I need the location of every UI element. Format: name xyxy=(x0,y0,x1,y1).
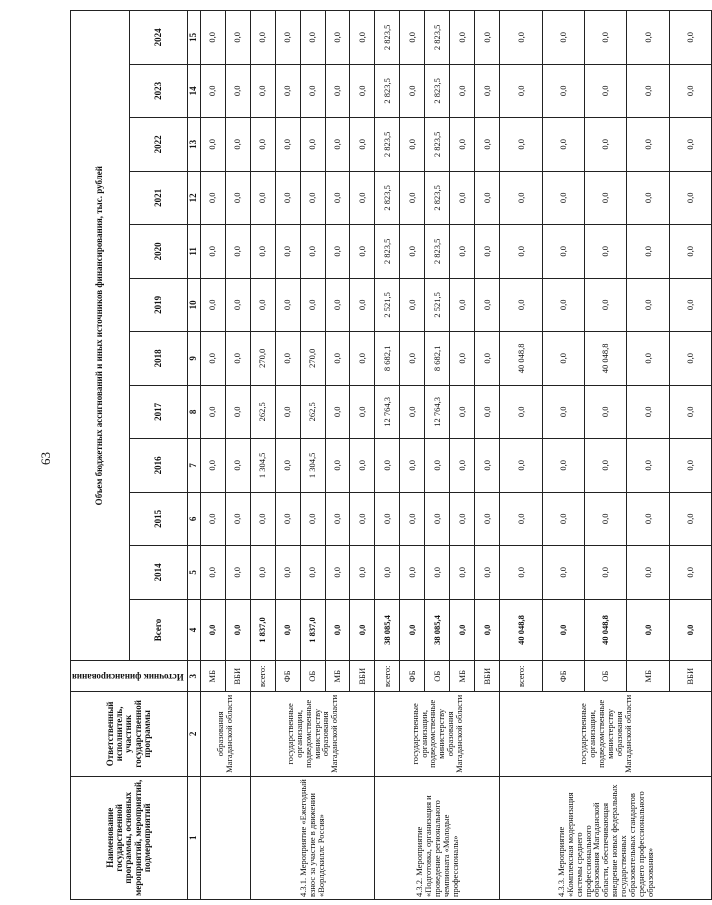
header-year: 2020 xyxy=(129,225,188,279)
year-value-cell: 0,0 xyxy=(300,492,325,546)
activity-name-cell: 4.3.3. Мероприятие «Комплексная модернизация системы среднего профессионального образования Магаданской области, обеспечивающая внедрение новых федеральных государственных образовательных стандартов среднего профессионального образования» xyxy=(500,776,712,899)
year-value-cell: 0,0 xyxy=(225,64,250,118)
column-numbers-row xyxy=(188,11,200,900)
year-value-cell: 40 048,8 xyxy=(500,332,542,386)
activity-name-cell: 4.3.1. Мероприятие «Ежегодный взнос за участие в движении «Ворлдскиллс Россия» xyxy=(250,776,375,899)
year-value-cell: 0,0 xyxy=(400,11,425,65)
year-value-cell: 0,0 xyxy=(669,546,712,600)
header-year: 2021 xyxy=(129,171,188,225)
year-value-cell: 0,0 xyxy=(200,118,225,172)
year-value-cell: 0,0 xyxy=(275,11,300,65)
column-number: 14 xyxy=(188,64,200,118)
year-value-cell: 0,0 xyxy=(350,332,375,386)
year-value-cell: 0,0 xyxy=(542,385,584,439)
year-value-cell: 0,0 xyxy=(300,64,325,118)
year-value-cell: 0,0 xyxy=(500,225,542,279)
source-cell: МБ xyxy=(450,661,475,692)
year-value-cell: 2 823,5 xyxy=(375,171,400,225)
year-value-cell: 0,0 xyxy=(300,278,325,332)
table-body xyxy=(200,11,712,900)
source-cell: ОБ xyxy=(425,661,450,692)
year-value-cell: 0,0 xyxy=(275,385,300,439)
year-value-cell: 0,0 xyxy=(275,439,300,493)
total-value-cell: 0,0 xyxy=(400,599,425,661)
year-value-cell: 0,0 xyxy=(450,118,475,172)
source-cell: МБ xyxy=(325,661,350,692)
year-value-cell: 0,0 xyxy=(350,171,375,225)
year-value-cell: 0,0 xyxy=(200,546,225,600)
year-value-cell: 0,0 xyxy=(400,492,425,546)
year-value-cell: 0,0 xyxy=(200,64,225,118)
activity-name-cell: 4.3.2. Мероприятие «Подготовка, организация и проведение регионального чемпионата «Молодые профессионалы» xyxy=(375,776,500,899)
header-year: 2015 xyxy=(129,492,188,546)
total-value-cell: 1 837,0 xyxy=(250,599,275,661)
activity-name-cell xyxy=(200,776,250,899)
year-value-cell: 262,5 xyxy=(300,385,325,439)
year-value-cell: 0,0 xyxy=(450,171,475,225)
column-number: 5 xyxy=(188,546,200,600)
column-number: 8 xyxy=(188,385,200,439)
year-value-cell: 0,0 xyxy=(450,439,475,493)
header-total: Всего xyxy=(129,599,188,661)
year-value-cell: 0,0 xyxy=(200,492,225,546)
year-value-cell: 0,0 xyxy=(325,492,350,546)
table-row xyxy=(500,11,542,900)
header-year: 2024 xyxy=(129,11,188,65)
year-value-cell: 0,0 xyxy=(325,332,350,386)
year-value-cell: 0,0 xyxy=(400,439,425,493)
year-value-cell: 0,0 xyxy=(225,118,250,172)
year-value-cell: 1 304,5 xyxy=(300,439,325,493)
year-value-cell: 0,0 xyxy=(669,492,712,546)
year-value-cell: 2 823,5 xyxy=(425,118,450,172)
year-value-cell: 0,0 xyxy=(225,385,250,439)
column-number: 3 xyxy=(188,661,200,692)
year-value-cell: 0,0 xyxy=(325,439,350,493)
total-value-cell: 0,0 xyxy=(669,599,712,661)
year-value-cell: 0,0 xyxy=(669,11,712,65)
year-value-cell: 0,0 xyxy=(627,385,669,439)
year-value-cell: 0,0 xyxy=(475,171,500,225)
year-value-cell: 8 682,1 xyxy=(375,332,400,386)
year-value-cell: 0,0 xyxy=(450,385,475,439)
year-value-cell: 0,0 xyxy=(250,11,275,65)
total-value-cell: 0,0 xyxy=(450,599,475,661)
column-number: 11 xyxy=(188,225,200,279)
year-value-cell: 0,0 xyxy=(275,171,300,225)
year-value-cell: 0,0 xyxy=(542,546,584,600)
year-value-cell: 0,0 xyxy=(627,225,669,279)
source-cell: всего: xyxy=(500,661,542,692)
year-value-cell: 0,0 xyxy=(325,171,350,225)
source-cell: ОБ xyxy=(300,661,325,692)
year-value-cell: 0,0 xyxy=(400,225,425,279)
year-value-cell: 0,0 xyxy=(375,492,400,546)
total-value-cell: 0,0 xyxy=(542,599,584,661)
year-value-cell: 0,0 xyxy=(425,546,450,600)
year-value-cell: 0,0 xyxy=(542,171,584,225)
year-value-cell: 0,0 xyxy=(250,225,275,279)
total-value-cell: 40 048,8 xyxy=(585,599,627,661)
table-row xyxy=(200,11,225,900)
year-value-cell: 0,0 xyxy=(325,11,350,65)
year-value-cell: 12 764,3 xyxy=(425,385,450,439)
year-value-cell: 0,0 xyxy=(225,225,250,279)
year-value-cell: 0,0 xyxy=(585,171,627,225)
year-value-cell: 0,0 xyxy=(275,546,300,600)
year-value-cell: 0,0 xyxy=(225,11,250,65)
year-value-cell: 0,0 xyxy=(542,439,584,493)
year-value-cell: 0,0 xyxy=(350,64,375,118)
year-value-cell: 0,0 xyxy=(300,118,325,172)
year-value-cell: 0,0 xyxy=(400,546,425,600)
year-value-cell: 0,0 xyxy=(200,439,225,493)
total-value-cell: 0,0 xyxy=(275,599,300,661)
year-value-cell: 0,0 xyxy=(425,492,450,546)
year-value-cell: 262,5 xyxy=(250,385,275,439)
year-value-cell: 0,0 xyxy=(542,332,584,386)
year-value-cell: 0,0 xyxy=(325,64,350,118)
year-value-cell: 0,0 xyxy=(627,118,669,172)
year-value-cell: 0,0 xyxy=(542,11,584,65)
year-value-cell: 0,0 xyxy=(450,11,475,65)
header-year: 2023 xyxy=(129,64,188,118)
year-value-cell: 2 521,5 xyxy=(425,278,450,332)
year-value-cell: 0,0 xyxy=(475,278,500,332)
year-value-cell: 2 823,5 xyxy=(425,171,450,225)
year-value-cell: 0,0 xyxy=(275,492,300,546)
table-row xyxy=(250,11,275,900)
year-value-cell: 0,0 xyxy=(400,332,425,386)
total-value-cell: 38 085,4 xyxy=(425,599,450,661)
year-value-cell: 0,0 xyxy=(350,225,375,279)
responsible-cell: государственные организации, подведомственные министерству образования Магаданской области xyxy=(375,692,500,776)
year-value-cell: 0,0 xyxy=(250,546,275,600)
year-value-cell: 0,0 xyxy=(475,546,500,600)
source-cell: ФБ xyxy=(400,661,425,692)
year-value-cell: 0,0 xyxy=(350,118,375,172)
year-value-cell: 0,0 xyxy=(585,278,627,332)
year-value-cell: 0,0 xyxy=(669,332,712,386)
total-value-cell: 40 048,8 xyxy=(500,599,542,661)
year-value-cell: 0,0 xyxy=(400,385,425,439)
year-value-cell: 0,0 xyxy=(585,11,627,65)
year-value-cell: 0,0 xyxy=(475,439,500,493)
column-number: 15 xyxy=(188,11,200,65)
year-value-cell: 1 304,5 xyxy=(250,439,275,493)
year-value-cell: 0,0 xyxy=(300,171,325,225)
page-number: 63 xyxy=(38,452,53,465)
year-value-cell: 0,0 xyxy=(475,225,500,279)
budget-table-sheet xyxy=(70,10,696,900)
source-cell: ФБ xyxy=(275,661,300,692)
year-value-cell: 0,0 xyxy=(627,492,669,546)
year-value-cell: 0,0 xyxy=(275,278,300,332)
year-value-cell: 0,0 xyxy=(450,546,475,600)
year-value-cell: 0,0 xyxy=(325,225,350,279)
year-value-cell: 0,0 xyxy=(500,64,542,118)
year-value-cell: 0,0 xyxy=(275,225,300,279)
year-value-cell: 0,0 xyxy=(475,385,500,439)
responsible-cell: государственные организации, подведомственные министерству образования Магаданской области xyxy=(250,692,375,776)
header-volume: Объем бюджетных ассигнований и иных источников финансирования, тыс. рублей xyxy=(71,11,130,661)
year-value-cell: 0,0 xyxy=(450,492,475,546)
year-value-cell: 0,0 xyxy=(500,278,542,332)
year-value-cell: 0,0 xyxy=(669,64,712,118)
year-value-cell: 2 823,5 xyxy=(425,64,450,118)
year-value-cell: 0,0 xyxy=(325,385,350,439)
year-value-cell: 0,0 xyxy=(200,385,225,439)
year-value-cell: 0,0 xyxy=(350,11,375,65)
source-cell: ВБИ xyxy=(350,661,375,692)
total-value-cell: 0,0 xyxy=(475,599,500,661)
year-value-cell: 0,0 xyxy=(542,64,584,118)
year-value-cell: 0,0 xyxy=(585,225,627,279)
year-value-cell: 0,0 xyxy=(400,171,425,225)
year-value-cell: 0,0 xyxy=(627,439,669,493)
year-value-cell: 2 823,5 xyxy=(375,11,400,65)
header-year: 2016 xyxy=(129,439,188,493)
year-value-cell: 0,0 xyxy=(585,385,627,439)
source-cell: всего: xyxy=(375,661,400,692)
year-value-cell: 0,0 xyxy=(669,171,712,225)
year-value-cell: 0,0 xyxy=(627,332,669,386)
year-value-cell: 0,0 xyxy=(200,332,225,386)
column-number: 10 xyxy=(188,278,200,332)
column-number: 2 xyxy=(188,692,200,776)
year-value-cell: 0,0 xyxy=(585,439,627,493)
column-number: 6 xyxy=(188,492,200,546)
year-value-cell: 0,0 xyxy=(250,492,275,546)
year-value-cell: 0,0 xyxy=(475,11,500,65)
table-row xyxy=(375,11,400,900)
year-value-cell: 0,0 xyxy=(585,64,627,118)
year-value-cell: 0,0 xyxy=(200,11,225,65)
year-value-cell: 0,0 xyxy=(500,11,542,65)
year-value-cell: 0,0 xyxy=(325,278,350,332)
year-value-cell: 0,0 xyxy=(300,11,325,65)
year-value-cell: 2 823,5 xyxy=(375,64,400,118)
year-value-cell: 0,0 xyxy=(500,492,542,546)
source-cell: ВБИ xyxy=(669,661,712,692)
year-value-cell: 0,0 xyxy=(400,278,425,332)
source-cell: МБ xyxy=(200,661,225,692)
year-value-cell: 0,0 xyxy=(475,492,500,546)
year-value-cell: 0,0 xyxy=(500,171,542,225)
year-value-cell: 0,0 xyxy=(669,225,712,279)
header-responsible: Ответственный исполнитель, участник государственной программы xyxy=(71,692,188,776)
column-number: 13 xyxy=(188,118,200,172)
year-value-cell: 0,0 xyxy=(450,278,475,332)
year-value-cell: 0,0 xyxy=(500,385,542,439)
source-cell: всего: xyxy=(250,661,275,692)
year-value-cell: 0,0 xyxy=(542,278,584,332)
year-value-cell: 0,0 xyxy=(225,492,250,546)
year-value-cell: 0,0 xyxy=(669,118,712,172)
column-number: 4 xyxy=(188,599,200,661)
column-number: 9 xyxy=(188,332,200,386)
year-value-cell: 270,0 xyxy=(300,332,325,386)
year-value-cell: 0,0 xyxy=(450,225,475,279)
year-value-cell: 0,0 xyxy=(585,118,627,172)
source-cell: ОБ xyxy=(585,661,627,692)
header-row-1 xyxy=(71,11,130,900)
year-value-cell: 2 823,5 xyxy=(375,225,400,279)
total-value-cell: 0,0 xyxy=(225,599,250,661)
year-value-cell: 0,0 xyxy=(450,64,475,118)
header-year: 2019 xyxy=(129,278,188,332)
year-value-cell: 0,0 xyxy=(350,385,375,439)
year-value-cell: 0,0 xyxy=(200,278,225,332)
year-value-cell: 0,0 xyxy=(627,11,669,65)
year-value-cell: 2 521,5 xyxy=(375,278,400,332)
header-year: 2017 xyxy=(129,385,188,439)
year-value-cell: 0,0 xyxy=(225,546,250,600)
year-value-cell: 0,0 xyxy=(250,118,275,172)
header-year: 2014 xyxy=(129,546,188,600)
year-value-cell: 0,0 xyxy=(627,171,669,225)
year-value-cell: 12 764,3 xyxy=(375,385,400,439)
year-value-cell: 0,0 xyxy=(585,492,627,546)
year-value-cell: 0,0 xyxy=(400,64,425,118)
year-value-cell: 0,0 xyxy=(250,64,275,118)
column-number: 12 xyxy=(188,171,200,225)
column-number: 1 xyxy=(188,776,200,899)
year-value-cell: 0,0 xyxy=(500,546,542,600)
year-value-cell: 0,0 xyxy=(627,278,669,332)
total-value-cell: 1 837,0 xyxy=(300,599,325,661)
year-value-cell: 2 823,5 xyxy=(425,225,450,279)
year-value-cell: 0,0 xyxy=(669,385,712,439)
header-year: 2018 xyxy=(129,332,188,386)
year-value-cell: 0,0 xyxy=(475,118,500,172)
header-year: 2022 xyxy=(129,118,188,172)
year-value-cell: 0,0 xyxy=(627,64,669,118)
year-value-cell: 0,0 xyxy=(542,118,584,172)
year-value-cell: 0,0 xyxy=(300,225,325,279)
header-source: Источник финансирования xyxy=(71,661,188,692)
year-value-cell: 0,0 xyxy=(200,171,225,225)
year-value-cell: 0,0 xyxy=(500,439,542,493)
year-value-cell: 0,0 xyxy=(375,546,400,600)
year-value-cell: 0,0 xyxy=(350,492,375,546)
year-value-cell: 40 048,8 xyxy=(585,332,627,386)
source-cell: ВБИ xyxy=(225,661,250,692)
source-cell: МБ xyxy=(627,661,669,692)
year-value-cell: 0,0 xyxy=(275,64,300,118)
year-value-cell: 0,0 xyxy=(669,278,712,332)
total-value-cell: 0,0 xyxy=(200,599,225,661)
year-value-cell: 0,0 xyxy=(542,225,584,279)
source-cell: ФБ xyxy=(542,661,584,692)
year-value-cell: 0,0 xyxy=(350,439,375,493)
responsible-cell: образования Магаданской области xyxy=(200,692,250,776)
year-value-cell: 0,0 xyxy=(450,332,475,386)
total-value-cell: 0,0 xyxy=(627,599,669,661)
year-value-cell: 0,0 xyxy=(585,546,627,600)
year-value-cell: 0,0 xyxy=(250,278,275,332)
year-value-cell: 8 682,1 xyxy=(425,332,450,386)
year-value-cell: 0,0 xyxy=(350,546,375,600)
header-name: Наименование государственной программы, основных мероприятий, мероприятий, подмероприятий xyxy=(71,776,188,899)
year-value-cell: 0,0 xyxy=(225,332,250,386)
year-value-cell: 0,0 xyxy=(542,492,584,546)
year-value-cell: 0,0 xyxy=(225,439,250,493)
total-value-cell: 0,0 xyxy=(350,599,375,661)
year-value-cell: 0,0 xyxy=(375,439,400,493)
responsible-cell: государственные организации, подведомственные министерству образования Магаданской области xyxy=(500,692,712,776)
total-value-cell: 38 085,4 xyxy=(375,599,400,661)
year-value-cell: 0,0 xyxy=(200,225,225,279)
year-value-cell: 0,0 xyxy=(325,546,350,600)
year-value-cell: 0,0 xyxy=(350,278,375,332)
budget-table xyxy=(70,10,712,900)
column-number: 7 xyxy=(188,439,200,493)
year-value-cell: 270,0 xyxy=(250,332,275,386)
source-cell: ВБИ xyxy=(475,661,500,692)
year-value-cell: 0,0 xyxy=(300,546,325,600)
year-value-cell: 0,0 xyxy=(500,118,542,172)
total-value-cell: 0,0 xyxy=(325,599,350,661)
year-value-cell: 0,0 xyxy=(225,171,250,225)
year-value-cell: 0,0 xyxy=(400,118,425,172)
year-value-cell: 0,0 xyxy=(475,64,500,118)
year-value-cell: 2 823,5 xyxy=(425,11,450,65)
year-value-cell: 2 823,5 xyxy=(375,118,400,172)
year-value-cell: 0,0 xyxy=(250,171,275,225)
year-value-cell: 0,0 xyxy=(627,546,669,600)
year-value-cell: 0,0 xyxy=(425,439,450,493)
year-value-cell: 0,0 xyxy=(325,118,350,172)
year-value-cell: 0,0 xyxy=(475,332,500,386)
year-value-cell: 0,0 xyxy=(225,278,250,332)
year-value-cell: 0,0 xyxy=(275,118,300,172)
year-value-cell: 0,0 xyxy=(275,332,300,386)
year-value-cell: 0,0 xyxy=(669,439,712,493)
